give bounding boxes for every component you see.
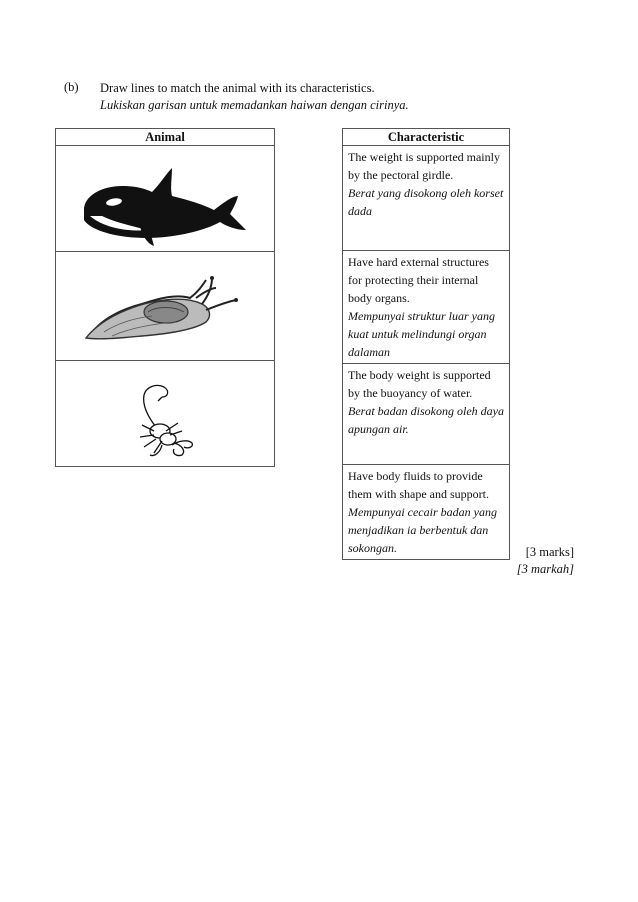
characteristic-en: Have body fluids to provide them with shape and support. (348, 469, 489, 501)
marks-english: [3 marks] (525, 545, 574, 559)
characteristic-en: Have hard external structures for protecting their internal body organs. (348, 255, 489, 305)
characteristic-row-4 (343, 465, 510, 560)
animal-cell-slug (56, 252, 275, 361)
characteristic-row-2 (343, 251, 510, 364)
characteristic-header: Characteristic (343, 129, 510, 146)
orca-icon (56, 146, 274, 251)
characteristic-table (342, 128, 510, 560)
question-instruction (100, 80, 409, 114)
characteristic-en: The weight is supported mainly by the pectoral girdle. (348, 150, 500, 182)
animal-table (55, 128, 275, 467)
slug-icon (56, 252, 274, 360)
animal-cell-scorpion (56, 361, 275, 467)
instruction-english: Draw lines to match the animal with its characteristics. (100, 81, 375, 95)
scorpion-icon (56, 365, 274, 463)
characteristic-ms: Mempunyai cecair badan yang menjadikan ia berbentuk dan sokongan. (348, 505, 497, 555)
instruction-malay: Lukiskan garisan untuk memadankan haiwan dengan cirinya. (100, 98, 409, 112)
characteristic-ms: Berat yang disokong oleh korset dada (348, 186, 504, 218)
question-label: (b) (64, 80, 79, 94)
characteristic-ms: Mempunyai struktur luar yang kuat untuk melindungi organ dalaman (348, 309, 495, 359)
characteristic-en: The body weight is supported by the buoyancy of water. (348, 368, 491, 400)
characteristic-row-3 (343, 364, 510, 465)
animal-cell-orca (56, 146, 275, 252)
animal-header: Animal (56, 129, 275, 146)
characteristic-ms: Berat badan disokong oleh daya apungan air. (348, 404, 504, 436)
marks-malay: [3 markah] (516, 562, 574, 576)
marks (517, 544, 574, 578)
characteristic-row-1 (343, 146, 510, 251)
